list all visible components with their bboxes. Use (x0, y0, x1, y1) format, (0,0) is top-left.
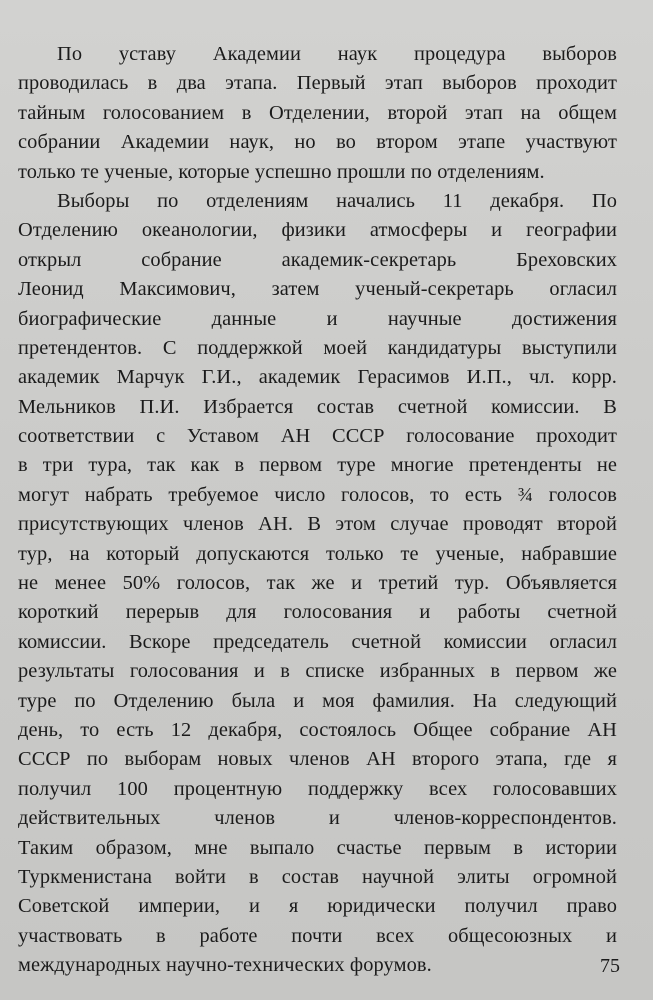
text-line: собрании Академии наук, но во втором этапе участвуют (18, 131, 617, 154)
text-line: открыл собрание академик-секретарь Бреховских (18, 248, 617, 271)
text-line: По уставу Академии наук процедура выборов (57, 43, 617, 65)
text-line: тайным голосованием в Отделении, второй этап на общем (18, 101, 617, 124)
text-line: результаты голосования и в списке избранных в первом же (18, 660, 617, 683)
text-line: СССР по выборам новых членов АН второго этапа, где я (18, 748, 617, 771)
text-line: Выборы по отделениям начались 11 декабря. По (57, 189, 617, 212)
text-line: не менее 50% голосов, так же и третий тур. Объявляется (18, 572, 617, 595)
text-line: Отделению океанологии, физики атмосферы и географии (18, 219, 617, 242)
paragraph-2 (18, 187, 617, 981)
text-line: присутствующих членов АН. В этом случае проводят второй (18, 513, 617, 536)
text-line: могут набрать требуемое число голосов, то есть ¾ голосов (18, 483, 617, 506)
text-line: в три тура, так как в первом туре многие претенденты не (18, 454, 617, 477)
text-line: Советской империи, и я юридически получил право (18, 895, 617, 918)
text-line: Туркменистана войти в состав научной элиты огромной (18, 865, 617, 888)
text-line: действительных членов и членов-корреспондентов. (18, 807, 617, 830)
body-text (18, 40, 617, 981)
text-line: получил 100 процентную поддержку всех голосовавших (18, 777, 617, 800)
text-line: Мельников П.И. Избрается состав счетной комиссии. В (18, 395, 617, 418)
text-line: академик Марчук Г.И., академик Герасимов И.П., чл. корр. (18, 366, 617, 389)
text-line: туре по Отделению была и моя фамилия. На следующий (18, 689, 617, 712)
text-line: тур, на который допускаются только те ученые, набравшие (18, 542, 617, 565)
text-line: Леонид Максимович, затем ученый-секретарь огласил (18, 278, 617, 301)
text-line: международных научно-технических форумов. (18, 954, 432, 977)
text-line: соответствии с Уставом АН СССР голосование проходит (18, 425, 617, 448)
text-line: только те ученые, которые успешно прошли по отделениям. (18, 160, 545, 183)
text-line: короткий перерыв для голосования и работы счетной (18, 601, 617, 624)
text-line: претендентов. С поддержкой моей кандидатуры выступили (18, 336, 617, 359)
text-line: биографические данные и научные достижения (18, 307, 617, 330)
text-line: день, то есть 12 декабря, состоялось Общее собрание АН (18, 718, 617, 741)
text-line: проводилась в два этапа. Первый этап выборов проходит (18, 72, 617, 95)
text-line: комиссии. Вскоре председатель счетной комиссии огласил (18, 630, 617, 653)
paragraph-1 (18, 40, 617, 187)
page-number: 75 (600, 955, 620, 977)
text-line: участвовать в работе почти всех общесоюзных и (18, 924, 617, 947)
text-line: Таким образом, мне выпало счастье первым в истории (18, 836, 617, 859)
